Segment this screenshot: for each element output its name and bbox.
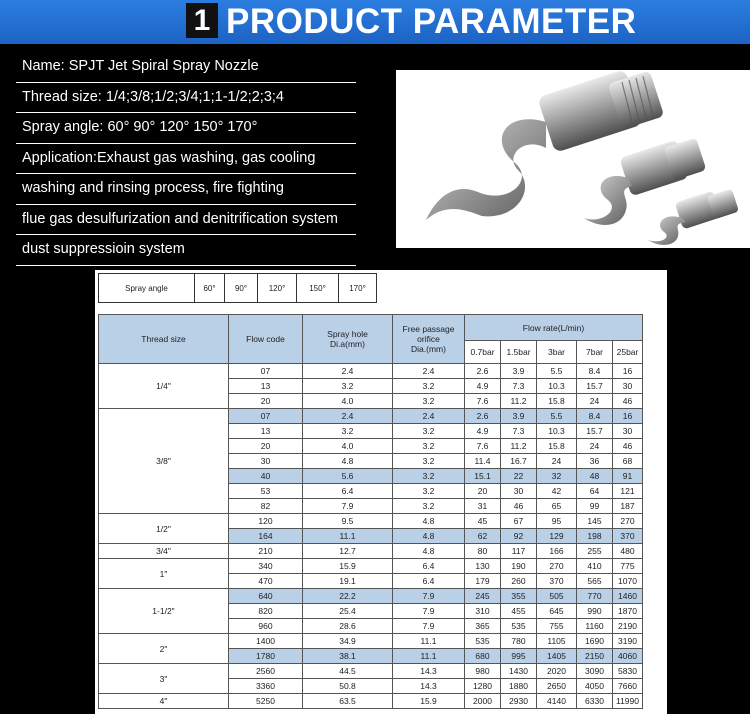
header-flow-code: Flow code [229,315,303,364]
flow-rate-cell: 129 [537,529,577,544]
spec-spray-angle: Spray angle: 60° 90° 120° 150° 170° [16,113,356,144]
thread-size-cell: 2" [99,634,229,664]
flow-code-cell: 40 [229,469,303,484]
free-passage-cell: 11.1 [393,649,465,664]
flow-rate-cell: 2020 [537,664,577,679]
flow-rate-cell: 1870 [613,604,643,619]
flow-rate-cell: 3.9 [501,409,537,424]
page-title: PRODUCT PARAMETER [226,2,637,41]
flow-code-cell: 13 [229,424,303,439]
spray-hole-cell: 3.2 [303,379,393,394]
flow-rate-cell: 4140 [537,694,577,709]
spray-hole-cell: 5.6 [303,469,393,484]
free-passage-cell: 2.4 [393,364,465,379]
flow-rate-cell: 5.5 [537,409,577,424]
flow-rate-cell: 10.3 [537,424,577,439]
flow-rate-cell: 370 [613,529,643,544]
flow-rate-cell: 535 [465,634,501,649]
flow-rate-cell: 7660 [613,679,643,694]
thread-size-cell: 1-1/2" [99,589,229,634]
free-passage-cell: 7.9 [393,604,465,619]
flow-code-cell: 470 [229,574,303,589]
flow-rate-cell: 99 [577,499,613,514]
spray-hole-cell: 11.1 [303,529,393,544]
flow-rate-cell: 535 [501,619,537,634]
spec-name: Name: SPJT Jet Spiral Spray Nozzle [16,52,356,83]
flow-rate-cell: 15.7 [577,424,613,439]
flow-rate-cell: 355 [501,589,537,604]
flow-rate-cell: 270 [537,559,577,574]
free-passage-cell: 3.2 [393,499,465,514]
flow-rate-cell: 4.9 [465,379,501,394]
flow-rate-cell: 16.7 [501,454,537,469]
flow-rate-cell: 24 [537,454,577,469]
flow-rate-cell: 3090 [577,664,613,679]
flow-rate-cell: 67 [501,514,537,529]
flow-rate-cell: 68 [613,454,643,469]
flow-rate-cell: 190 [501,559,537,574]
flow-rate-cell: 2000 [465,694,501,709]
flow-rate-cell: 775 [613,559,643,574]
flow-rate-cell: 4060 [613,649,643,664]
flow-rate-cell: 990 [577,604,613,619]
spray-hole-cell: 63.5 [303,694,393,709]
flow-code-cell: 07 [229,364,303,379]
flow-rate-cell: 565 [577,574,613,589]
free-passage-cell: 3.2 [393,394,465,409]
table-row [99,409,643,424]
flow-rate-cell: 15.1 [465,469,501,484]
flow-rate-cell: 755 [537,619,577,634]
flow-code-cell: 340 [229,559,303,574]
free-passage-cell: 4.8 [393,529,465,544]
table-row [99,589,643,604]
spray-hole-cell: 4.8 [303,454,393,469]
thread-size-cell: 3" [99,664,229,694]
flow-rate-cell: 91 [613,469,643,484]
flow-rate-cell: 62 [465,529,501,544]
flow-rate-cell: 42 [537,484,577,499]
spray-angle-table [98,273,377,303]
spray-hole-cell: 50.8 [303,679,393,694]
flow-rate-cell: 1690 [577,634,613,649]
flow-rate-cell: 179 [465,574,501,589]
thread-size-cell: 1" [99,559,229,589]
free-passage-cell: 3.2 [393,439,465,454]
small-nozzle [648,189,739,245]
free-passage-cell: 2.4 [393,409,465,424]
flow-rate-cell: 8.4 [577,409,613,424]
flow-rate-cell: 2190 [613,619,643,634]
thread-size-cell: 3/8" [99,409,229,514]
spray-hole-cell: 34.9 [303,634,393,649]
parameter-table-panel [95,270,667,714]
flow-rate-cell: 6330 [577,694,613,709]
flow-code-cell: 20 [229,394,303,409]
flow-rate-cell: 1160 [577,619,613,634]
table-body [99,364,643,709]
flow-rate-cell: 1405 [537,649,577,664]
angle-value: 90° [225,274,258,303]
thread-size-cell: 4" [99,694,229,709]
flow-code-cell: 210 [229,544,303,559]
flow-code-cell: 5250 [229,694,303,709]
flow-rate-cell: 260 [501,574,537,589]
flow-code-cell: 640 [229,589,303,604]
angle-value: 60° [195,274,225,303]
flow-rate-cell: 22 [501,469,537,484]
flow-code-cell: 820 [229,604,303,619]
free-passage-cell: 6.4 [393,559,465,574]
flow-code-cell: 120 [229,514,303,529]
flow-rate-cell: 46 [613,439,643,454]
flow-rate-cell: 480 [613,544,643,559]
spray-hole-cell: 15.9 [303,559,393,574]
spray-hole-cell: 4.0 [303,394,393,409]
flow-rate-cell: 365 [465,619,501,634]
flow-rate-cell: 255 [577,544,613,559]
spray-hole-cell: 38.1 [303,649,393,664]
flow-code-cell: 13 [229,379,303,394]
spray-hole-cell: 9.5 [303,514,393,529]
flow-rate-cell: 16 [613,409,643,424]
flow-rate-cell: 770 [577,589,613,604]
angle-value: 150° [297,274,339,303]
spec-application-line-3: flue gas desulfurization and denitrification system [16,205,356,236]
free-passage-cell: 11.1 [393,634,465,649]
flow-code-cell: 30 [229,454,303,469]
free-passage-cell: 3.2 [393,469,465,484]
flow-rate-cell: 7.3 [501,379,537,394]
flow-rate-cell: 5.5 [537,364,577,379]
flow-rate-cell: 11.4 [465,454,501,469]
free-passage-cell: 4.8 [393,514,465,529]
flow-rate-cell: 7.6 [465,439,501,454]
flow-code-cell: 164 [229,529,303,544]
free-passage-cell: 3.2 [393,484,465,499]
flow-rate-cell: 645 [537,604,577,619]
free-passage-cell: 6.4 [393,574,465,589]
flow-rate-cell: 4.9 [465,424,501,439]
header-pressure: 7bar [577,341,613,364]
header-pressure: 0.7bar [465,341,501,364]
spray-hole-cell: 2.4 [303,364,393,379]
thread-size-cell: 3/4" [99,544,229,559]
spray-hole-cell: 44.5 [303,664,393,679]
flow-code-cell: 20 [229,439,303,454]
spray-hole-cell: 4.0 [303,439,393,454]
flow-rate-cell: 15.8 [537,394,577,409]
flow-rate-cell: 80 [465,544,501,559]
spray-hole-cell: 28.6 [303,619,393,634]
flow-rate-cell: 7.6 [465,394,501,409]
flow-rate-cell: 24 [577,439,613,454]
angle-value: 170° [339,274,377,303]
header-pressure: 25bar [613,341,643,364]
flow-rate-cell: 995 [501,649,537,664]
table-row [99,544,643,559]
spray-hole-cell: 22.2 [303,589,393,604]
flow-rate-cell: 680 [465,649,501,664]
flow-rate-cell: 92 [501,529,537,544]
flow-rate-cell: 1070 [613,574,643,589]
flow-rate-cell: 2930 [501,694,537,709]
flow-rate-cell: 8.4 [577,364,613,379]
flow-rate-cell: 24 [577,394,613,409]
header-spray-hole: Spray hole Di.a(mm) [303,315,393,364]
header-pressure: 1.5bar [501,341,537,364]
spray-hole-cell: 7.9 [303,499,393,514]
flow-code-cell: 1780 [229,649,303,664]
spec-application-line-4: dust suppressioin system [16,235,356,266]
free-passage-cell: 15.9 [393,694,465,709]
large-nozzle [426,70,664,220]
flow-rate-cell: 1280 [465,679,501,694]
spray-hole-cell: 6.4 [303,484,393,499]
flow-rate-table [98,314,643,709]
angle-value: 120° [258,274,297,303]
flow-rate-cell: 45 [465,514,501,529]
flow-rate-cell: 2.6 [465,409,501,424]
flow-code-cell: 82 [229,499,303,514]
section-number: 1 [186,3,218,38]
flow-rate-cell: 3190 [613,634,643,649]
nozzle-illustration [396,70,750,248]
flow-rate-cell: 166 [537,544,577,559]
flow-rate-cell: 7.3 [501,424,537,439]
flow-rate-cell: 11.2 [501,439,537,454]
table-row [99,694,643,709]
flow-rate-cell: 117 [501,544,537,559]
flow-rate-cell: 46 [501,499,537,514]
spray-hole-cell: 12.7 [303,544,393,559]
flow-rate-cell: 31 [465,499,501,514]
table-row [99,664,643,679]
flow-code-cell: 2560 [229,664,303,679]
flow-rate-cell: 10.3 [537,379,577,394]
flow-code-cell: 3360 [229,679,303,694]
table-row [99,634,643,649]
flow-rate-cell: 32 [537,469,577,484]
flow-rate-cell: 2650 [537,679,577,694]
thread-size-cell: 1/4" [99,364,229,409]
flow-rate-cell: 95 [537,514,577,529]
flow-rate-cell: 2150 [577,649,613,664]
header-pressure: 3bar [537,341,577,364]
spec-application-line-2: washing and rinsing process, fire fighting [16,174,356,205]
flow-rate-cell: 980 [465,664,501,679]
spec-application: Application:Exhaust gas washing, gas cooling [16,144,356,175]
flow-code-cell: 07 [229,409,303,424]
free-passage-cell: 3.2 [393,379,465,394]
flow-rate-cell: 46 [613,394,643,409]
header-flow-rate: Flow rate(L/min) [465,315,643,341]
flow-rate-cell: 11990 [613,694,643,709]
spray-angle-label: Spray angle [99,274,195,303]
table-row [99,514,643,529]
flow-rate-cell: 130 [465,559,501,574]
flow-rate-cell: 505 [537,589,577,604]
header-thread-size: Thread size [99,315,229,364]
flow-code-cell: 960 [229,619,303,634]
free-passage-cell: 7.9 [393,619,465,634]
table-row [99,559,643,574]
flow-rate-cell: 65 [537,499,577,514]
spec-thread-size: Thread size: 1/4;3/8;1/2;3/4;1;1-1/2;2;3;4 [16,83,356,114]
flow-rate-cell: 187 [613,499,643,514]
flow-rate-cell: 30 [613,379,643,394]
spray-hole-cell: 19.1 [303,574,393,589]
flow-rate-cell: 410 [577,559,613,574]
header-free-passage: Free passage orifice Dia.(mm) [393,315,465,364]
spec-list [16,52,356,266]
flow-rate-cell: 270 [613,514,643,529]
flow-rate-cell: 310 [465,604,501,619]
flow-rate-cell: 36 [577,454,613,469]
flow-rate-cell: 30 [613,424,643,439]
free-passage-cell: 7.9 [393,589,465,604]
flow-rate-cell: 145 [577,514,613,529]
flow-rate-cell: 1105 [537,634,577,649]
flow-rate-cell: 3.9 [501,364,537,379]
flow-rate-cell: 15.7 [577,379,613,394]
flow-rate-cell: 1460 [613,589,643,604]
flow-code-cell: 1400 [229,634,303,649]
spray-hole-cell: 3.2 [303,424,393,439]
flow-rate-cell: 16 [613,364,643,379]
free-passage-cell: 14.3 [393,679,465,694]
thread-size-cell: 1/2" [99,514,229,544]
flow-rate-cell: 1880 [501,679,537,694]
flow-rate-cell: 5830 [613,664,643,679]
flow-rate-cell: 1430 [501,664,537,679]
product-photo [396,70,750,248]
flow-rate-cell: 30 [501,484,537,499]
flow-rate-cell: 245 [465,589,501,604]
table-row [99,364,643,379]
flow-code-cell: 53 [229,484,303,499]
flow-rate-cell: 4050 [577,679,613,694]
header-banner [0,0,750,44]
flow-rate-cell: 20 [465,484,501,499]
flow-rate-cell: 370 [537,574,577,589]
free-passage-cell: 3.2 [393,424,465,439]
flow-rate-cell: 121 [613,484,643,499]
free-passage-cell: 14.3 [393,664,465,679]
spray-hole-cell: 25.4 [303,604,393,619]
flow-rate-cell: 11.2 [501,394,537,409]
flow-rate-cell: 2.6 [465,364,501,379]
free-passage-cell: 4.8 [393,544,465,559]
flow-rate-cell: 15.8 [537,439,577,454]
flow-rate-cell: 48 [577,469,613,484]
spray-hole-cell: 2.4 [303,409,393,424]
flow-rate-cell: 198 [577,529,613,544]
flow-rate-cell: 455 [501,604,537,619]
flow-rate-cell: 64 [577,484,613,499]
flow-rate-cell: 780 [501,634,537,649]
free-passage-cell: 3.2 [393,454,465,469]
